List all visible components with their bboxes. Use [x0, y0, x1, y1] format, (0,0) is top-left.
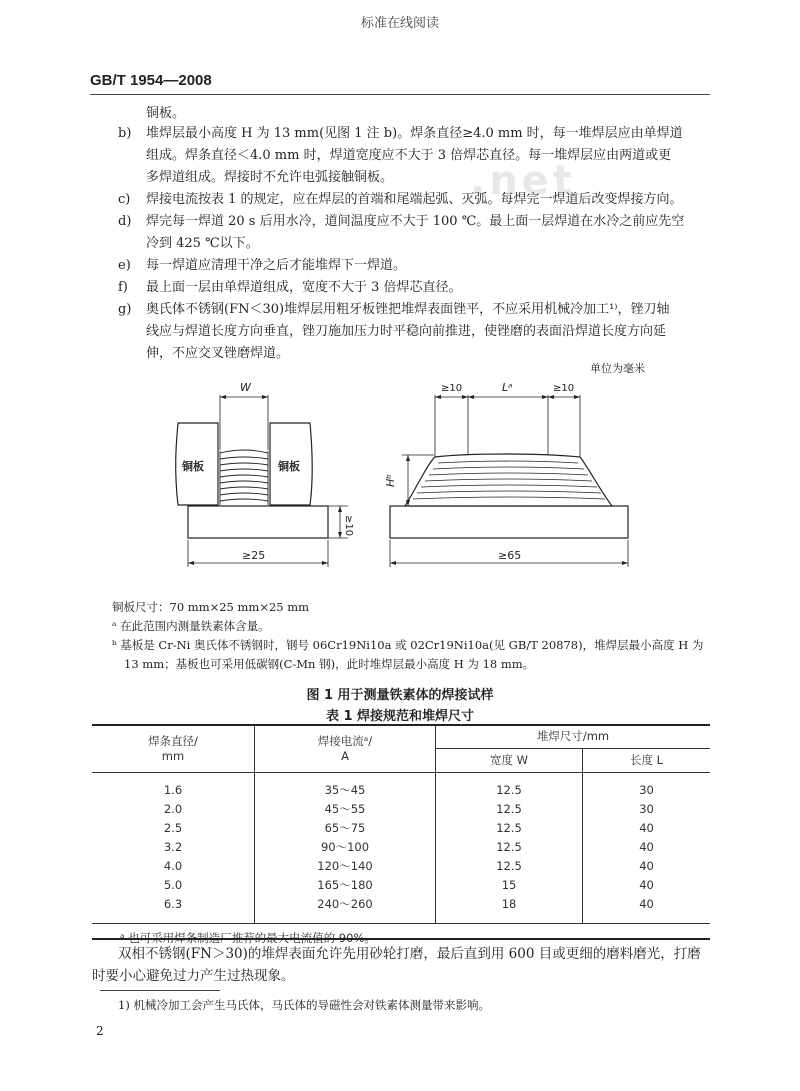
- height-h-label: Hᵇ: [384, 474, 397, 487]
- table-cell: 12.5: [436, 837, 583, 856]
- table-cell: 40: [639, 896, 654, 911]
- table-cell: 35～45: [255, 780, 436, 799]
- text-line: 线应与焊道长度方向垂直，锉刀施加压力时平稳向前推进，使锉磨的表面沿焊道长度方向延: [146, 324, 667, 339]
- header-text: A: [341, 748, 349, 763]
- table-footnote: ᵃ 也可采用焊条制造厂推荐的最大电流值的 90%。: [92, 923, 710, 953]
- table-row: [92, 780, 710, 799]
- text-line: 焊完每一焊道 20 s 后用水冷，道间温度应不大于 100 ℃。最上面一层焊道在水冷之前应先空: [146, 214, 685, 229]
- watermark-text: .net: [470, 158, 576, 204]
- text-line: 奥氏体不锈钢(FN＜30)堆焊层用粗牙板锉把堆焊表面锉平，不应采用机械冷加工¹⁾，锉刀轴: [146, 302, 670, 317]
- item-label-b: b): [118, 126, 132, 141]
- item-label-e: e): [118, 258, 131, 273]
- item-g-text: [146, 299, 670, 365]
- weld-specimen-figure: [150, 375, 660, 600]
- weld-beads-hatch: [220, 450, 268, 505]
- item-label-g: g): [118, 302, 132, 317]
- table-cell: 12.5: [436, 799, 583, 818]
- text-line: 最上面一层由单焊道组成，宽度不大于 3 倍焊芯直径。: [146, 280, 462, 295]
- text-line: 时要小心避免过力产生过热现象。: [92, 968, 295, 984]
- table-cell: 6.3: [92, 894, 255, 913]
- table-cell: 2.0: [92, 799, 255, 818]
- gap-right-label: ≥10: [553, 383, 575, 394]
- after-table-paragraph: [92, 943, 701, 987]
- item-d-text: [146, 211, 684, 255]
- table-row: [92, 856, 710, 875]
- text-line: 每一焊道应清理干净之后才能堆焊下一焊道。: [146, 258, 407, 273]
- note-line: 铜板尺寸：70 mm×25 mm×25 mm: [112, 600, 310, 614]
- table-cell: 40: [639, 858, 654, 873]
- item-label-c: c): [118, 192, 131, 207]
- site-header: 标准在线阅读: [360, 16, 439, 31]
- figure-notes: [112, 598, 703, 674]
- text-line: 焊接电流按表 1 的规定，应在焊层的首端和尾端起弧、灭弧。每焊完一焊道后改变焊接方向。: [146, 192, 683, 207]
- table-row: [92, 875, 710, 894]
- left-base-plate: [188, 506, 328, 538]
- table-cell: 30: [639, 782, 654, 797]
- right-base-plate: [390, 506, 628, 538]
- page-number: 2: [96, 1024, 104, 1038]
- table-caption: 表 1 焊接规范和堆焊尺寸: [325, 709, 475, 724]
- table-cell: 30: [639, 801, 654, 816]
- item-e-text: [146, 255, 406, 277]
- w-label: W: [240, 381, 251, 394]
- copper-plate-left-label: 铜板: [182, 460, 204, 473]
- col-current-header: [255, 724, 436, 772]
- length-l-label: Lᵃ: [502, 381, 513, 394]
- note-line: ᵃ 在此范围内测量铁素体含量。: [112, 619, 270, 633]
- unit-note: 单位为毫米: [590, 362, 645, 375]
- header-text: mm: [161, 748, 185, 763]
- text-line: 组成。焊条直径＜4.0 mm 时，焊道宽度应不大于 3 倍焊芯直径。每一堆焊层应由两道或更: [146, 148, 672, 163]
- table-cell: 12.5: [436, 780, 583, 799]
- col-group-header: 堆焊尺寸/mm: [436, 724, 711, 748]
- col-width-header: 宽度 W: [436, 748, 583, 772]
- text-line: 堆焊层最小高度 H 为 13 mm(见图 1 注 b)。焊条直径≥4.0 mm 时，每一堆焊层应由单焊道: [146, 126, 683, 141]
- text-line: 双相不锈钢(FN＞30)的堆焊表面允许先用砂轮打磨，最后直到用 600 目或更细的磨料磨光，打磨: [118, 946, 701, 962]
- item-label-d: d): [118, 214, 132, 229]
- table-row: [92, 894, 710, 913]
- table-cell: 12.5: [436, 818, 583, 837]
- gap-left-label: ≥10: [441, 383, 463, 394]
- table-cell: 45～55: [255, 799, 436, 818]
- left-height-label: ≥10: [343, 515, 354, 537]
- item-c-text: [146, 189, 683, 211]
- table-cell: 65～75: [255, 818, 436, 837]
- col-electrode-header: [92, 724, 255, 772]
- table-cell: 1.6: [92, 780, 255, 799]
- table-cell: 90～100: [255, 837, 436, 856]
- table-cell: 240～260: [255, 894, 436, 913]
- table-cell: 5.0: [92, 875, 255, 894]
- header-divider: [90, 94, 710, 95]
- page-footnote: 1) 机械冷加工会产生马氏体，马氏体的导磁性会对铁素体测量带来影响。: [118, 998, 490, 1012]
- right-base-label: ≥65: [498, 549, 522, 562]
- header-text: 焊接电流ᵃ/: [317, 733, 373, 748]
- table-cell: 4.0: [92, 856, 255, 875]
- copper-plate-right-label: 铜板: [278, 460, 300, 473]
- table-cell: 15: [436, 875, 583, 894]
- note-line: ᵇ 基板是 Cr-Ni 奥氏体不锈钢时，钢号 06Cr19Ni10a 或 02Cr19Ni10a(见 GB/T 20878)，堆焊层最小高度 H 为: [112, 638, 704, 652]
- standard-code: GB/T 1954—2008: [90, 72, 212, 89]
- table-cell: 12.5: [436, 856, 583, 875]
- text-line: 伸，不应交叉锉磨焊道。: [146, 346, 290, 361]
- item-label-f: f): [118, 280, 128, 295]
- table-cell: 40: [639, 820, 654, 835]
- table-cell: 18: [436, 894, 583, 913]
- table-row: [92, 799, 710, 818]
- item-f-text: [146, 277, 462, 299]
- table-cell: 2.5: [92, 818, 255, 837]
- welding-spec-table: [92, 724, 710, 953]
- table-row: [92, 837, 710, 856]
- header-text: 焊条直径/: [148, 733, 198, 748]
- table-cell: 165～180: [255, 875, 436, 894]
- table-cell: 3.2: [92, 837, 255, 856]
- left-base-label: ≥25: [242, 549, 266, 562]
- footnote-divider: [100, 990, 220, 991]
- table-cell: 120～140: [255, 856, 436, 875]
- table-row: [92, 818, 710, 837]
- table-cell: 40: [639, 877, 654, 892]
- figure-caption: 图 1 用于测量铁素体的焊接试样: [306, 688, 494, 703]
- col-length-header: 长度 L: [583, 748, 710, 772]
- text-line: 多焊道组成。焊接时不允许电弧接触铜板。: [146, 170, 394, 185]
- text-line: 冷到 425 ℃以下。: [146, 236, 259, 251]
- table-cell: 40: [639, 839, 654, 854]
- note-line: 13 mm；基板也可采用低碳钢(C-Mn 钢)，此时堆焊层最小高度 H 为 18 mm。: [124, 657, 535, 671]
- item-b-text: [146, 123, 683, 189]
- continuation-line: 铜板。: [146, 106, 186, 121]
